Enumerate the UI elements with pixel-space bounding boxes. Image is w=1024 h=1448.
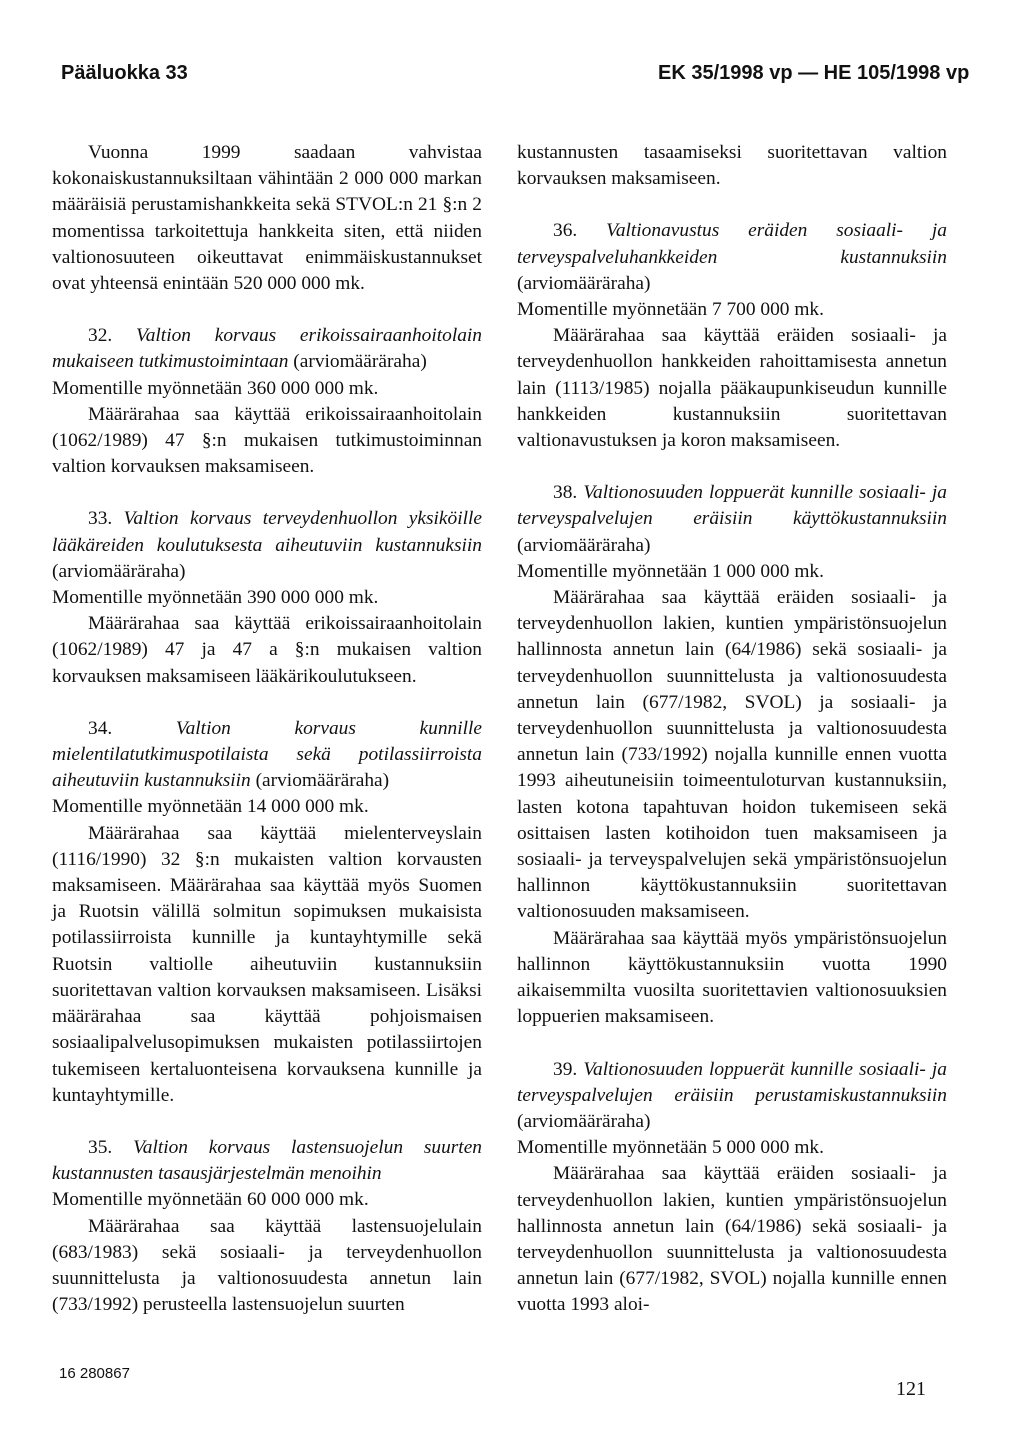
item-39-heading bbox=[517, 1057, 947, 1136]
right-column bbox=[517, 140, 947, 1319]
item-39-title: Valtionosuuden loppuerät kunnille sosiaali- ja terveyspalvelujen eräisiin perustamiskustannuksiin bbox=[517, 1058, 947, 1106]
item-34-amount: Momentille myönnetään 14 000 000 mk. bbox=[52, 796, 369, 818]
item-32-text: Määrärahaa saa käyttää erikoissairaanhoitolain (1062/1989) 47 §:n mukaisen tutkimustoiminnan valtion korvauksen maksamiseen. bbox=[52, 403, 482, 478]
item-38-text-2: Määrärahaa saa käyttää myös ympäristönsuojelun hallinnon käyttökustannuksiin vuotta 1990 aikaisemmilta vuosilta suoritettavien valtionosuuksien loppuerien maksamiseen. bbox=[517, 927, 947, 1028]
item-35-text: Määrärahaa saa käyttää lastensuojelulain (683/1983) sekä sosiaali- ja terveydenhuollon suunnittelusta ja valtionosuudesta annetun lain (733/1992) perusteella lastensuojelun suurten bbox=[52, 1215, 482, 1316]
item-36-text: Määrärahaa saa käyttää eräiden sosiaali- ja terveydenhuollon hankkeiden rahoittamisesta annetun lain (1113/1985) nojalla pääkaupunkiseudun kunnille hankkeiden kustannuksiin suoritettavan valtionavustuksen ja koron maksamiseen. bbox=[517, 325, 947, 452]
item-38-type: (arviomääräraha) bbox=[517, 534, 651, 556]
intro-paragraph: Vuonna 1999 saadaan vahvistaa kokonaiskustannuksiltaan vähintään 2 000 000 markan määräisiä perustamishankkeita sekä STVOL:n 21 §:n 2 momentissa tarkoitettuja hankkeita siten, että niiden valtionosuuteen oikeuttavat enimmäiskustannukset ovat yhteensä enintään 520 000 000 mk. bbox=[52, 142, 482, 295]
item-33-heading bbox=[52, 506, 482, 585]
item-39-number: 39. bbox=[553, 1058, 578, 1080]
item-32-number: 32. bbox=[88, 325, 113, 347]
item-33-title: Valtion korvaus terveydenhuollon yksiköille lääkäreiden koulutuksesta aiheutuviin kustannuksiin bbox=[52, 508, 482, 556]
item-36-number: 36. bbox=[553, 220, 578, 242]
item-34-number: 34. bbox=[88, 717, 113, 739]
left-column bbox=[52, 140, 482, 1318]
item-36-heading bbox=[517, 218, 947, 297]
item-35-amount: Momentille myönnetään 60 000 000 mk. bbox=[52, 1189, 369, 1211]
item-39-amount: Momentille myönnetään 5 000 000 mk. bbox=[517, 1137, 824, 1159]
continuation-text: kustannusten tasaamiseksi suoritettavan valtion korvauksen maksamiseen. bbox=[517, 142, 947, 190]
item-39-type: (arviomääräraha) bbox=[517, 1110, 651, 1132]
item-39-text: Määrärahaa saa käyttää eräiden sosiaali- ja terveydenhuollon lakien, kuntien ympäristönsuojelun hallinnosta annetun lain (64/1986) sekä sosiaali- ja terveydenhuollon suunnittelusta ja valtionosuudesta annetun lain (677/1982, SVOL) nojalla kunnille ennen vuotta 1993 aloi- bbox=[517, 1163, 947, 1316]
page-number: 121 bbox=[896, 1378, 926, 1400]
footer-print-code: 16 280867 bbox=[59, 1365, 130, 1382]
item-38-amount: Momentille myönnetään 1 000 000 mk. bbox=[517, 560, 824, 582]
item-36-title: Valtionavustus eräiden sosiaali- ja terveyspalveluhankkeiden kustannuksiin bbox=[517, 220, 947, 268]
item-38-number: 38. bbox=[553, 482, 578, 504]
item-33-amount: Momentille myönnetään 390 000 000 mk. bbox=[52, 587, 379, 609]
item-33-text: Määrärahaa saa käyttää erikoissairaanhoitolain (1062/1989) 47 ja 47 a §:n mukaisen valtion korvauksen maksamiseen lääkärikoulutukseen. bbox=[52, 613, 482, 687]
item-36-type: (arviomääräraha) bbox=[517, 272, 651, 294]
item-35-title: Valtion korvaus lastensuojelun suurten kustannusten tasausjärjestelmän menoihin bbox=[52, 1136, 482, 1185]
item-32-title: Valtion korvaus erikoissairaanhoitolain mukaiseen tutkimustoimintaan bbox=[52, 325, 482, 373]
item-38-title: Valtionosuuden loppuerät kunnille sosiaali- ja terveyspalvelujen eräisiin käyttökustannuksiin bbox=[517, 482, 947, 530]
item-35-heading bbox=[52, 1135, 482, 1187]
item-32-heading bbox=[52, 323, 482, 375]
item-33-number: 33. bbox=[88, 508, 113, 530]
header-section: Pääluokka 33 bbox=[61, 62, 188, 84]
item-33-type: (arviomääräraha) bbox=[52, 560, 186, 582]
item-36-amount: Momentille myönnetään 7 700 000 mk. bbox=[517, 299, 824, 321]
item-34-type: (arviomääräraha) bbox=[255, 770, 390, 792]
item-34-text: Määrärahaa saa käyttää mielenterveyslain (1116/1990) 32 §:n mukaisten valtion korvausten maksamiseen. Määrärahaa saa käyttää myös Suomen ja Ruotsin välillä solmitun sopimuksen mukaisista potilassiirroista kunnille ja kuntayhtymille sekä Ruotsin valtiolle aiheutuviin kustannuksiin suoritettavan valtion korvauksen maksamiseen. Lisäksi määrärahaa saa käyttää pohjoismaisen sosiaalipalvelusopimuksen mukaisten potilassiirtojen tukemiseen kertaluonteisena korvauksena kunnille ja kuntayhtymille. bbox=[52, 822, 482, 1106]
item-32-amount: Momentille myönnetään 360 000 000 mk. bbox=[52, 377, 379, 399]
item-38-heading bbox=[517, 480, 947, 559]
item-35-number: 35. bbox=[88, 1136, 113, 1158]
item-38-text-1: Määrärahaa saa käyttää eräiden sosiaali- ja terveydenhuollon lakien, kuntien ympäristönsuojelun hallinnosta annetun lain (64/1986) sekä sosiaali- ja terveydenhuollon suunnittelusta ja valtionosuudesta annetun lain (677/1982, SVOL) ja sosiaali- ja terveydenhuollon suunnittelusta ja valtionosuudesta annetun lain (733/1992) nojalla kunnille ennen vuotta 1993 aiheutuneisiin toimeentuloturvan kustannuksiin, lasten kotona tapahtuvan hoidon tukemiseen sekä osittaisen lasten kotihoidon tuen maksamiseen ja sosiaali- ja terveyspalvelujen sekä ympäristönsuojelun hallinnon käyttökustannuksiin suoritettavan valtionosuuden maksamiseen. bbox=[517, 587, 947, 923]
item-32-type: (arviomääräraha) bbox=[293, 351, 427, 373]
item-34-title: Valtion korvaus kunnille mielentilatutkimuspotilaista sekä potilassiirroista aiheutuviin kustannuksiin bbox=[52, 717, 482, 792]
header-document-id: EK 35/1998 vp — HE 105/1998 vp bbox=[658, 62, 970, 84]
item-34-heading bbox=[52, 716, 482, 795]
